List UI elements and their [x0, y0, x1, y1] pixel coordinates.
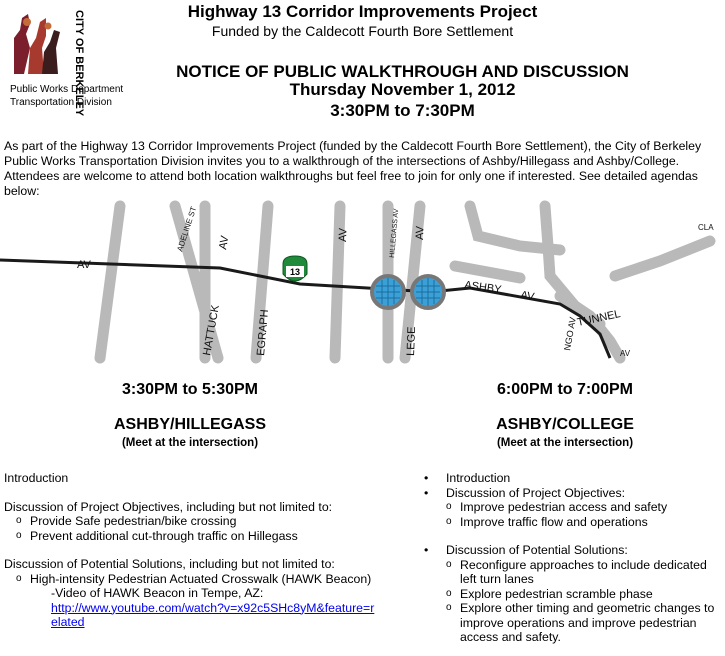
left-objective-2: o Prevent additional cut-through traffic on Hillegass	[4, 529, 389, 544]
notice-time: 3:30PM to 7:30PM	[330, 101, 475, 120]
left-item-introduction: Introduction	[4, 471, 69, 485]
department-name: Public Works Department	[10, 84, 124, 95]
right-solution-1: o Reconfigure approaches to include dedicated left turn lanes	[434, 558, 723, 587]
right-objective-1: o Improve pedestrian access and safety	[434, 500, 723, 515]
left-solution-1: o High-intensity Pedestrian Actuated Crosswalk (HAWK Beacon)	[4, 572, 389, 587]
route-13-label: 13	[289, 267, 301, 277]
left-location: ASHBY/HILLEGASS	[113, 416, 266, 433]
map-street-claremont	[615, 241, 710, 276]
map-label-cla: CLA	[698, 223, 714, 232]
map-label-college: LEGE	[405, 326, 419, 357]
map-label-domingo: NGO AV	[562, 316, 578, 352]
left-video-note: -Video of HAWK Beacon in Tempe, AZ:	[51, 586, 264, 600]
route-13-shield	[283, 256, 307, 281]
notice-heading: NOTICE OF PUBLIC WALKTHROUGH AND DISCUSSION	[176, 62, 629, 81]
right-solution-3: o Explore other timing and geometric changes to improve operations and improve pedestrian access and safety.	[434, 601, 723, 645]
right-solution-2: o Explore pedestrian scramble phase	[434, 587, 723, 602]
map-label-telegraph: EGRAPH	[255, 308, 272, 357]
right-agenda	[420, 471, 723, 645]
map-label-av-right: AV	[620, 349, 631, 358]
right-item-solutions: • Discussion of Potential Solutions:	[420, 543, 723, 558]
map-label-adeline: ADELINE ST	[175, 205, 199, 253]
notice-date: Thursday November 1, 2012	[289, 80, 516, 99]
map-label-tunnel: TUNNEL	[576, 308, 622, 329]
map-label-shattuck: HATTUCK	[201, 304, 222, 357]
left-objective-1: o Provide Safe pedestrian/bike crossing	[4, 514, 389, 529]
right-objective-2: o Improve traffic flow and operations	[434, 515, 723, 530]
map-label-av-tele: AV	[337, 227, 350, 243]
left-time: 3:30PM to 5:30PM	[121, 381, 259, 398]
right-meet-note: (Meet at the intersection)	[496, 437, 634, 449]
document-subtitle: Funded by the Caldecott Fourth Bore Settlement	[211, 23, 514, 39]
marker-ashby-hillegass	[372, 276, 404, 308]
map-street-left	[100, 206, 120, 358]
left-meet-note: (Meet at the intersection)	[121, 437, 259, 449]
map-street-ashby-e	[455, 266, 520, 278]
right-location: ASHBY/COLLEGE	[496, 416, 634, 433]
logo-text: CITY OF BERKELEY	[73, 10, 85, 117]
marker-ashby-college	[412, 276, 444, 308]
map-label-av-left: AV	[77, 259, 91, 271]
map-label-av-ashby: AV	[519, 289, 536, 304]
right-time: 6:00PM to 7:00PM	[496, 381, 634, 398]
map-label-hillegass: HILLEGASS AV	[389, 208, 401, 259]
left-item-solutions: Discussion of Potential Solutions, including but not limited to:	[4, 557, 335, 571]
intro-paragraph: As part of the Highway 13 Corridor Improvements Project (funded by the Caldecott Fourth Bore Settlement), the City of Berkeley Public Works Transportation Division invites you to a walkthrough of the intersections of Ashby/Hillegass and Ashby/College. Attendees are welcome to attend both location walkthroughs but feel free to join for only one if interested. See detailed agendas below:	[4, 139, 702, 198]
hawk-video-link[interactable]: http://www.youtube.com/watch?v=x92c5SHc8yM&feature=related	[51, 600, 375, 629]
map-label-ashby: ASHBY	[463, 279, 503, 297]
left-item-objectives: Discussion of Project Objectives, including but not limited to:	[4, 499, 333, 514]
map-label-av-adeline: AV	[217, 234, 232, 251]
document-title: Highway 13 Corridor Improvements Project	[187, 2, 538, 21]
division-name: Transportation Division	[10, 97, 112, 108]
corridor-map	[0, 206, 725, 358]
right-item-objectives: • Discussion of Project Objectives:	[420, 486, 723, 501]
map-label-av-hill: AV	[414, 225, 427, 241]
right-item-introduction: • Introduction	[420, 471, 723, 486]
left-agenda	[4, 471, 389, 630]
